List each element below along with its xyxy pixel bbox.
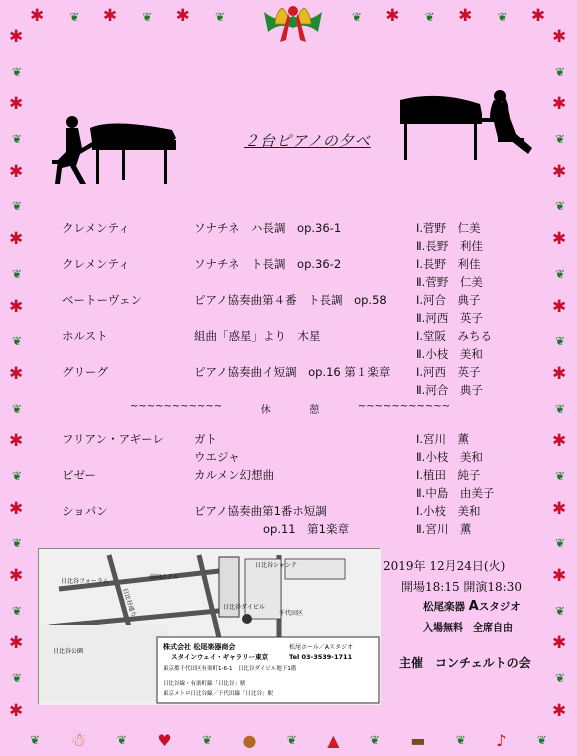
holly-icon: ❦ (554, 132, 566, 147)
poinsettia-icon (103, 9, 119, 25)
holly-icon: ❦ (11, 199, 23, 214)
program-row (62, 502, 522, 520)
event-date: 2019年 12月24日(火) (383, 559, 506, 573)
holly-icon: ❦ (30, 733, 41, 747)
poinsettia-icon (552, 30, 568, 46)
holly-icon: ❦ (554, 468, 566, 483)
holly-icon: ❦ (554, 334, 566, 349)
composer: クレメンティ (62, 257, 130, 271)
venue-a: A (468, 599, 479, 614)
program-row (62, 291, 522, 309)
piece: ソナチネ ハ長調 op.36-1 (194, 221, 342, 235)
piece: ピアノ協奏曲第1番ホ短調 (194, 504, 327, 518)
performer: Ⅰ.菅野 仁美 (416, 221, 481, 235)
intermission-label-2: 憩 (309, 405, 320, 416)
holly-icon: ❦ (11, 132, 23, 147)
composer: グリーグ (62, 365, 108, 379)
map-label: 日比谷通り (121, 587, 138, 619)
venue-suffix: スタジオ (478, 601, 521, 613)
venue-map (38, 548, 380, 704)
program-row (62, 466, 522, 484)
holly-icon: ❦ (554, 64, 566, 79)
map-label: 日比谷シャンテ (255, 562, 297, 569)
performer: Ⅱ.宮川 薫 (416, 522, 472, 536)
program-row (62, 484, 522, 502)
holly-icon: ❦ (369, 733, 380, 747)
piece: ガト (194, 432, 217, 446)
event-time: 開場18:15 開演18:30 (401, 580, 522, 594)
event-entry: 入場無料 全席自由 (423, 623, 513, 634)
program-row (62, 448, 522, 466)
piece: ウエジャ (194, 450, 240, 464)
composer: ショパン (62, 504, 108, 518)
event-info (383, 557, 553, 671)
poinsettia-icon (552, 232, 568, 248)
program-list-2 (62, 430, 522, 538)
performer: Ⅰ.宮川 薫 (416, 432, 470, 446)
poinsettia-icon (30, 9, 46, 25)
gingerbread-icon: ☃ (70, 729, 87, 751)
holly-icon: ❦ (11, 536, 23, 551)
holly-icon: ❦ (455, 733, 466, 747)
poinsettia-icon (552, 434, 568, 450)
piece: ピアノ協奏曲第４番 ト長調 op.58 (194, 293, 387, 307)
poinsettia-icon (176, 9, 192, 25)
performer: Ⅱ.小枝 美和 (416, 347, 483, 361)
holly-icon: ❦ (215, 10, 226, 24)
holly-icon: ❦ (554, 603, 566, 618)
program-row (62, 430, 522, 448)
program-row (62, 327, 522, 345)
piece: カルメン幻想曲 (194, 468, 275, 482)
map-station-2: 東京メトロ日比谷線／千代田線「日比谷」駅 (163, 691, 274, 697)
holly-icon: ❦ (497, 10, 508, 24)
program-row (62, 219, 522, 237)
piece: ピアノ協奏曲イ短調 op.16 第１楽章 (194, 365, 391, 379)
composer: クレメンティ (62, 221, 130, 235)
performer: Ⅱ.小枝 美和 (416, 450, 483, 464)
poinsettia-icon (9, 569, 25, 585)
poinsettia-icon (552, 97, 568, 113)
poinsettia-icon (385, 9, 401, 25)
santa-hat-icon: ▲ (327, 730, 340, 750)
stocking-icon: ♥ (157, 730, 172, 750)
performer: Ⅱ.長野 利佳 (416, 239, 483, 253)
map-label: 日比谷公園 (53, 648, 84, 655)
map-company: 株式会社 松尾楽器商会 (163, 643, 236, 651)
poinsettia-icon (552, 569, 568, 585)
poinsettia-icon (458, 9, 474, 25)
event-venue (423, 599, 553, 614)
poinsettia-icon (9, 232, 25, 248)
poinsettia-icon (9, 704, 25, 720)
poinsettia-icon (552, 367, 568, 383)
map-brand: スタインウェイ・ギャラリー東京 (171, 653, 269, 661)
program-row (62, 520, 522, 538)
program-row (62, 309, 522, 327)
program-row (62, 363, 522, 381)
performer: Ⅰ.小枝 美和 (416, 504, 481, 518)
map-label: 日比谷ダイビル (223, 604, 265, 611)
poinsettia-icon (552, 300, 568, 316)
map-label: 帝国ホテル (149, 574, 179, 581)
yule-log-icon: ▬ (410, 730, 426, 750)
performer: Ⅰ.植田 純子 (416, 468, 481, 482)
holly-icon: ❦ (11, 468, 23, 483)
holly-icon: ❦ (554, 199, 566, 214)
holly-icon: ❦ (11, 603, 23, 618)
map-hall: 松尾ホール／Aスタジオ (289, 644, 353, 651)
intermission-divider (130, 401, 450, 416)
holly-icon: ❦ (11, 671, 23, 686)
piece: op.11 第1楽章 (194, 522, 349, 536)
performer: Ⅰ.長野 利佳 (416, 257, 481, 271)
poinsettia-icon (9, 636, 25, 652)
poinsettia-icon (9, 300, 25, 316)
performer: Ⅱ.河合 典子 (416, 383, 483, 397)
composer: ビゼー (62, 468, 97, 482)
holly-icon: ❦ (116, 733, 127, 747)
program-row (62, 237, 522, 255)
poinsettia-icon (9, 367, 25, 383)
piece: ソナチネ ト長調 op.36-2 (194, 257, 342, 271)
map-label: 日比谷フォーラム (61, 578, 109, 585)
tilde-line-right: ~~~~~~~~~~~ (357, 401, 450, 412)
poinsettia-icon (9, 502, 25, 518)
holly-icon: ❦ (11, 64, 23, 79)
program-row (62, 345, 522, 363)
program-row (62, 273, 522, 291)
roast-turkey-icon: ● (242, 730, 257, 750)
holly-icon: ❦ (536, 733, 547, 747)
poinsettia-icon (9, 165, 25, 181)
tilde-line-left: ~~~~~~~~~~~ (130, 401, 223, 412)
poinsettia-icon (9, 97, 25, 113)
holly-icon: ❦ (554, 401, 566, 416)
poinsettia-icon (531, 9, 547, 25)
composer: ホルスト (62, 329, 108, 343)
program-list (62, 219, 522, 399)
performer: Ⅱ.河西 英子 (416, 311, 483, 325)
map-drawing (39, 549, 381, 705)
holly-icon: ❦ (554, 671, 566, 686)
map-label: 千代田区 (279, 610, 304, 617)
poinsettia-icon (9, 30, 25, 46)
poinsettia-icon (552, 636, 568, 652)
performer: Ⅰ.河合 典子 (416, 293, 481, 307)
holly-icon: ❦ (286, 733, 297, 747)
holly-icon: ❦ (351, 10, 362, 24)
holly-icon: ❦ (69, 10, 80, 24)
event-host: 主催 コンチェルトの会 (399, 656, 531, 670)
performer: Ⅱ.菅野 仁美 (416, 275, 483, 289)
intermission-label-1: 休 (260, 405, 271, 416)
poinsettia-icon (552, 704, 568, 720)
performer: Ⅱ.中島 由美子 (416, 486, 495, 500)
piece: 組曲「惑星」より 木星 (194, 329, 321, 343)
performer: Ⅰ.堂阪 みちる (416, 329, 493, 343)
composer: フリアン・アギーレ (62, 432, 164, 446)
holly-icon: ❦ (202, 733, 213, 747)
map-station-1: 日比谷線・有楽町線「日比谷」駅 (163, 681, 246, 687)
venue-prefix: 松尾楽器 (423, 601, 465, 613)
page-title: ２台ピアノの夕べ (244, 132, 371, 150)
holly-icon: ❦ (424, 10, 435, 24)
holly-icon: ❦ (142, 10, 153, 24)
holly-icon: ❦ (554, 266, 566, 281)
poinsettia-icon (552, 502, 568, 518)
holly-icon: ❦ (11, 334, 23, 349)
pianist-silhouette-left (52, 108, 182, 188)
poinsettia-icon (552, 165, 568, 181)
poinsettia-icon (9, 434, 25, 450)
candy-cane-icon: ♪ (496, 730, 507, 750)
pianist-silhouette-right (398, 88, 538, 163)
holly-icon: ❦ (11, 266, 23, 281)
christmas-bells-icon (258, 2, 328, 48)
composer: ベートーヴェン (62, 293, 143, 307)
holly-icon: ❦ (554, 536, 566, 551)
map-tel: Tel 03-3539-1711 (289, 653, 353, 661)
performer: Ⅰ.河西 英子 (416, 365, 481, 379)
holly-icon: ❦ (11, 401, 23, 416)
map-address: 東京都千代田区有楽町1-6-1 日比谷ダイビル地下1階 (163, 666, 297, 672)
program-row (62, 381, 522, 399)
left-border (4, 30, 30, 720)
program-row (62, 255, 522, 273)
bottom-border (30, 726, 547, 754)
